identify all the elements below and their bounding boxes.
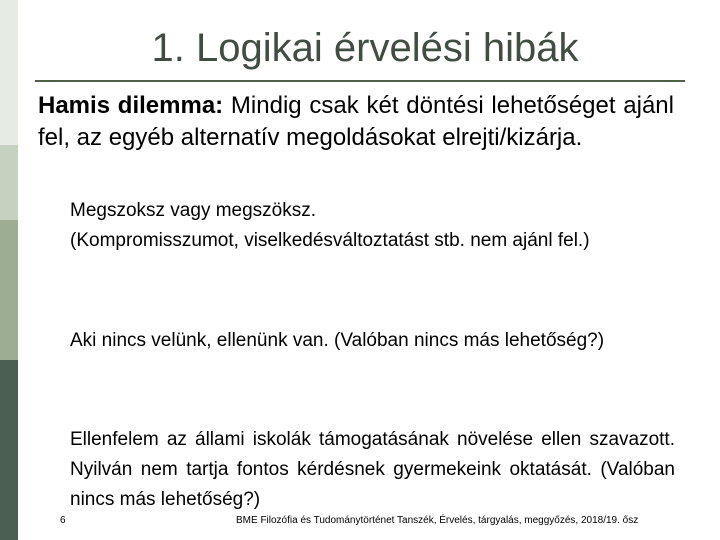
example-text: (Kompromisszumot, viselkedésváltoztatást stb. nem ajánl fel.) [70,230,590,251]
page-number: 6 [60,515,66,526]
side-accent-segment [0,360,18,540]
example-paragraph [70,196,675,256]
example-text: Aki nincs velünk, ellenünk van. (Valóban nincs más lehetőség?) [70,330,605,351]
lead-text: Mindig csak két döntési lehetőséget ajánl fel, az egyéb alternatív megoldásokat elrejti/kizárja. [38,92,674,151]
example-paragraph [70,326,675,356]
title-divider [35,80,685,82]
example-paragraph [70,425,675,515]
side-accent-segment [0,0,18,145]
side-accent-segment [0,145,18,220]
slide-title: 1. Logikai érvelési hibák [151,26,579,70]
example-text: Megszoksz vagy megszöksz. [70,200,317,221]
lead-term: Hamis dilemma: [38,92,224,119]
example-text: Ellenfelem az állami iskolák támogatásának növelése ellen szavazott. Nyilván nem tartja fontos kérdésnek gyermekeink oktatását. (Valóban nincs más lehetőség?) [70,429,675,510]
side-accent-bar [0,0,18,540]
side-accent-segment [0,220,18,360]
footer-credit: BME Filozófia és Tudománytörténet Tanszék, Érvelés, tárgyalás, meggyőzés, 2018/19. ősz [236,515,639,526]
lead-paragraph [38,90,674,154]
